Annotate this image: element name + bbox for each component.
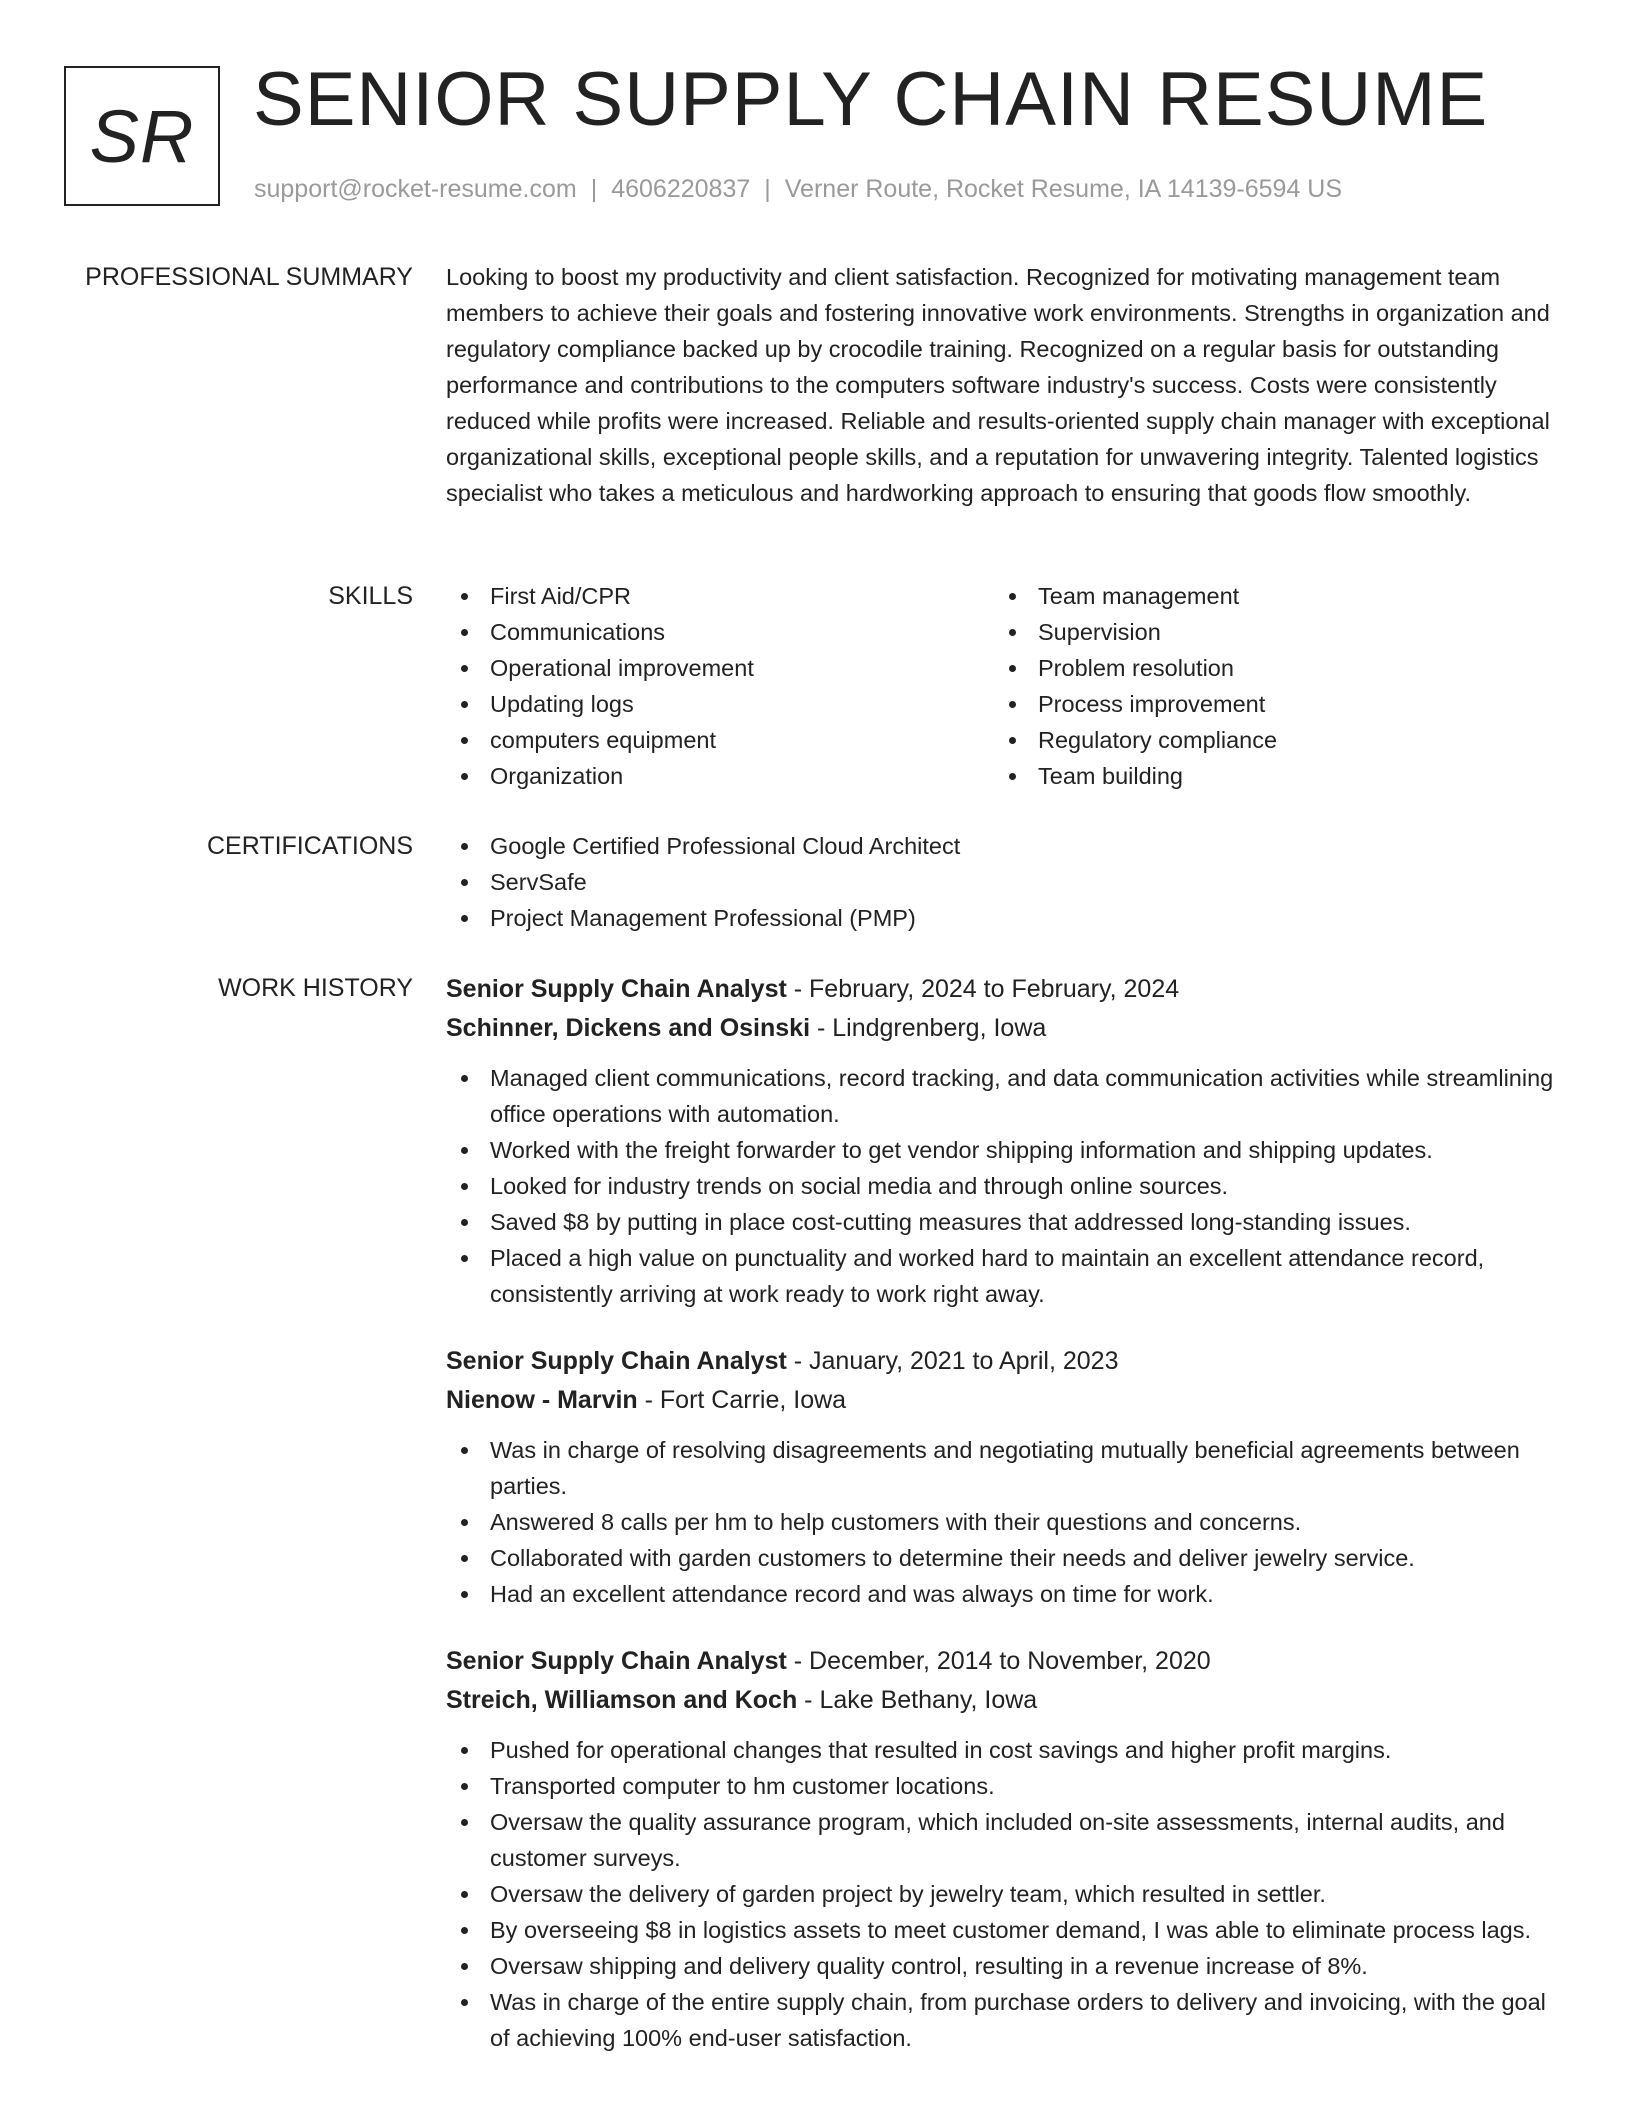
skill-item: computers equipment <box>446 722 994 758</box>
section-title-work-history: WORK HISTORY <box>218 974 413 1002</box>
contact-address: Verner Route, Rocket Resume, IA 14139-6594 US <box>784 175 1343 203</box>
job-location: - Lindgrenberg, Iowa <box>810 1014 1047 1042</box>
certification-item: ServSafe <box>446 864 1556 900</box>
job-entry <box>446 1642 1556 2056</box>
skills-list-right <box>994 578 1542 794</box>
job-role: Senior Supply Chain Analyst <box>446 1647 787 1675</box>
job-bullet: Was in charge of resolving disagreements and negotiating mutually beneficial agreements between parties. <box>446 1432 1556 1504</box>
job-company-line <box>446 1681 1556 1720</box>
summary-text: Looking to boost my productivity and client satisfaction. Recognized for motivating management team members to achieve their goals and fostering innovative work environments. Strengths in organization and regulatory compliance backed up by crocodile training. Recognized on a regular basis for outstanding performance and contributions to the computers software industry's success. Costs were consistently reduced while profits were increased. Reliable and results-oriented supply chain manager with exceptional organizational skills, exceptional people skills, and a reputation for unwavering integrity. Talented logistics specialist who takes a meticulous and hardworking approach to ensuring that goods flow smoothly. <box>446 264 1550 506</box>
skill-item: Organization <box>446 758 994 794</box>
job-bullet: Oversaw the delivery of garden project by jewelry team, which resulted in settler. <box>446 1876 1556 1912</box>
certification-item: Project Management Professional (PMP) <box>446 900 1556 936</box>
job-role: Senior Supply Chain Analyst <box>446 1347 787 1375</box>
job-bullet: Looked for industry trends on social media and through online sources. <box>446 1168 1556 1204</box>
job-company: Schinner, Dickens and Osinski <box>446 1014 811 1042</box>
job-bullet: Oversaw shipping and delivery quality control, resulting in a revenue increase of 8%. <box>446 1948 1556 1984</box>
job-bullets <box>446 1432 1556 1612</box>
job-bullet: Saved $8 by putting in place cost-cutting measures that addressed long-standing issues. <box>446 1204 1556 1240</box>
job-bullets <box>446 1060 1556 1312</box>
contact-line <box>254 175 1342 204</box>
skill-item: First Aid/CPR <box>446 578 994 614</box>
job-bullet: Was in charge of the entire supply chain, from purchase orders to delivery and invoicing, with the goal of achieving 100% end-user satisfaction. <box>446 1984 1556 2056</box>
skill-item: Regulatory compliance <box>994 722 1542 758</box>
job-company-line <box>446 1009 1556 1048</box>
contact-separator: | <box>764 175 771 203</box>
summary-body <box>446 259 1556 511</box>
job-bullet: By overseeing $8 in logistics assets to meet customer demand, I was able to eliminate process lags. <box>446 1912 1556 1948</box>
job-bullet: Had an excellent attendance record and was always on time for work. <box>446 1576 1556 1612</box>
skills-list-left <box>446 578 994 794</box>
job-title-line <box>446 1642 1556 1681</box>
monogram-initials: SR <box>89 94 195 178</box>
job-entry <box>446 970 1556 1312</box>
skill-item: Communications <box>446 614 994 650</box>
job-dates: - January, 2021 to April, 2023 <box>786 1347 1119 1375</box>
job-bullet: Collaborated with garden customers to determine their needs and deliver jewelry service. <box>446 1540 1556 1576</box>
contact-phone[interactable]: 4606220837 <box>611 175 751 203</box>
contact-email[interactable]: support@rocket-resume.com <box>254 175 577 203</box>
job-bullet: Placed a high value on punctuality and worked hard to maintain an excellent attendance record, consistently arriving at work ready to work right away. <box>446 1240 1556 1312</box>
skill-item: Team management <box>994 578 1542 614</box>
section-title-summary: PROFESSIONAL SUMMARY <box>85 263 413 291</box>
job-title-line <box>446 1342 1556 1381</box>
skill-item: Supervision <box>994 614 1542 650</box>
job-entry <box>446 1342 1556 1612</box>
job-bullet: Worked with the freight forwarder to get vendor shipping information and shipping updates. <box>446 1132 1556 1168</box>
skill-item: Updating logs <box>446 686 994 722</box>
job-title-line <box>446 970 1556 1009</box>
skills-columns <box>446 578 1556 794</box>
job-bullet: Transported computer to hm customer locations. <box>446 1768 1556 1804</box>
skill-item: Problem resolution <box>994 650 1542 686</box>
job-bullets <box>446 1732 1556 2056</box>
job-bullet: Managed client communications, record tracking, and data communication activities while streamlining office operations with automation. <box>446 1060 1556 1132</box>
job-role: Senior Supply Chain Analyst <box>446 975 787 1003</box>
resume-title: SENIOR SUPPLY CHAIN RESUME <box>253 57 1489 142</box>
monogram-logo <box>64 66 220 206</box>
job-bullet: Pushed for operational changes that resulted in cost savings and higher profit margins. <box>446 1732 1556 1768</box>
job-company-line <box>446 1381 1556 1420</box>
certification-item: Google Certified Professional Cloud Architect <box>446 828 1556 864</box>
job-dates: - February, 2024 to February, 2024 <box>786 975 1180 1003</box>
section-title-certifications: CERTIFICATIONS <box>206 832 413 860</box>
job-bullet: Answered 8 calls per hm to help customers with their questions and concerns. <box>446 1504 1556 1540</box>
job-company: Streich, Williamson and Koch <box>446 1686 798 1714</box>
certifications-body <box>446 828 1556 936</box>
skills-body <box>446 578 1556 794</box>
job-location: - Lake Bethany, Iowa <box>797 1686 1038 1714</box>
section-title-skills: SKILLS <box>328 582 413 610</box>
certifications-list <box>446 828 1556 936</box>
job-company: Nienow - Marvin <box>446 1386 638 1414</box>
skill-item: Process improvement <box>994 686 1542 722</box>
job-location: - Fort Carrie, Iowa <box>637 1386 847 1414</box>
work-history-body <box>446 970 1556 2086</box>
skill-item: Team building <box>994 758 1542 794</box>
contact-separator: | <box>590 175 598 203</box>
job-dates: - December, 2014 to November, 2020 <box>786 1647 1211 1675</box>
job-bullet: Oversaw the quality assurance program, which included on-site assessments, internal audits, and customer surveys. <box>446 1804 1556 1876</box>
skill-item: Operational improvement <box>446 650 994 686</box>
